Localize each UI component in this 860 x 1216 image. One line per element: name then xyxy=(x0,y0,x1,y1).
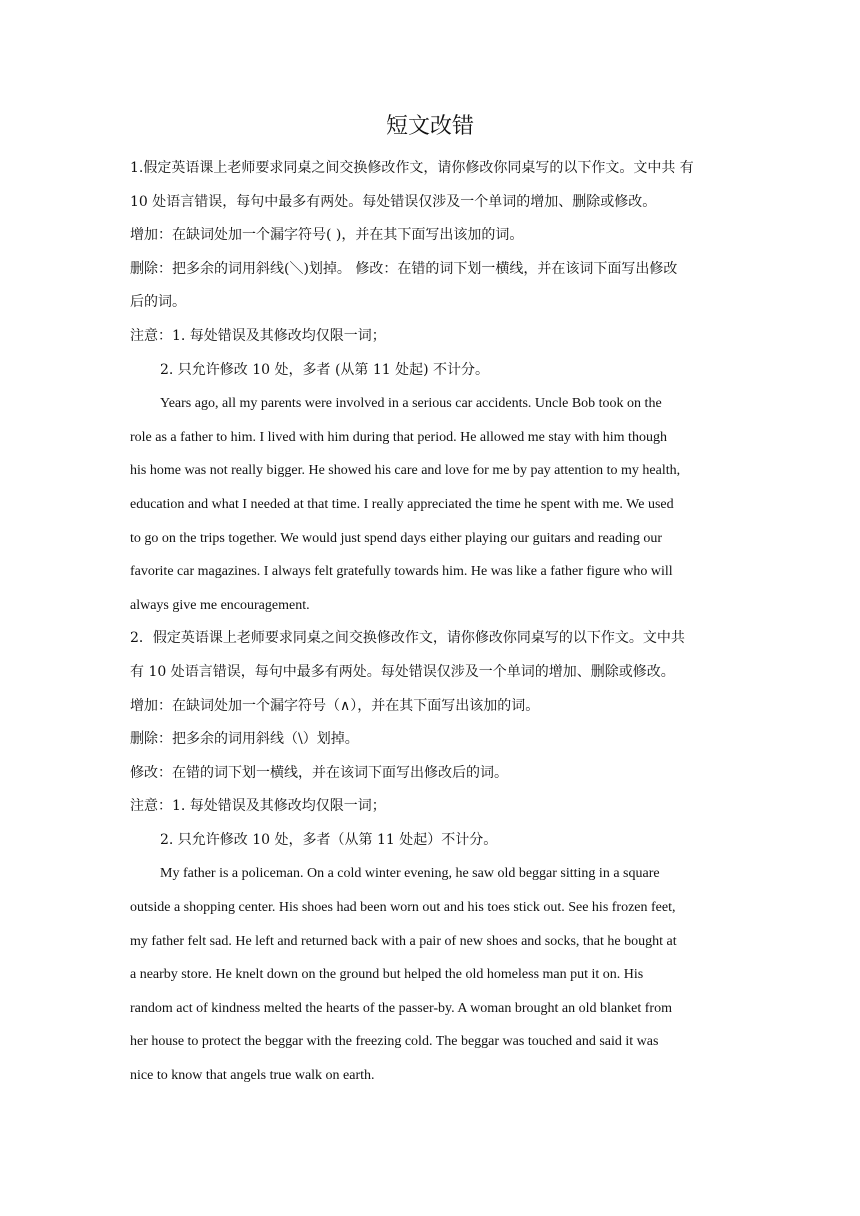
q2-add-rule: 增加：在缺词处加一个漏字符号（∧），并在其下面写出该加的词。 xyxy=(130,697,540,714)
q1-intro-line: 1.假定英语课上老师要求同桌之间交换修改作文，请你修改你同桌写的以下作文。文中共 有 xyxy=(130,160,694,176)
question-1 xyxy=(130,152,730,622)
q2-passage-line: my father felt sad. He left and returned back with a pair of new shoes and socks, that he bought at xyxy=(130,933,677,949)
q1-passage-line: his home was not really bigger. He showed his care and love for me by pay attention to my health, xyxy=(130,463,681,479)
q2-passage-line: My father is a policeman. On a cold winter evening, he saw old beggar sitting in a square xyxy=(160,866,660,882)
q1-add-rule: 增加：在缺词处加一个漏字符号( )，并在其下面写出该加的词。 xyxy=(130,227,524,244)
q1-passage-line: to go on the trips together. We would just spend days either playing our guitars and reading our xyxy=(130,530,663,546)
q1-passage-line: favorite car magazines. I always felt gratefully towards him. He was like a father figure who will xyxy=(130,564,673,580)
q1-passage-line: always give me encouragement. xyxy=(130,597,310,613)
q2-intro-line: 有 10 处语言错误，每句中最多有两处。每处错误仅涉及一个单词的增加、删除或修改。 xyxy=(130,663,675,680)
q1-passage xyxy=(130,387,730,622)
q1-passage-line: Years ago, all my parents were involved in a serious car accidents. Uncle Bob took on the xyxy=(160,396,662,412)
q1-delete-rule-line: 后的词。 xyxy=(130,294,186,311)
q2-intro-line: 2．假定英语课上老师要求同桌之间交换修改作文，请你修改你同桌写的以下作文。文中共 xyxy=(130,630,685,647)
q2-note-1: 注意：1. 每处错误及其修改均仅限一词； xyxy=(130,798,386,815)
q2-passage-line: nice to know that angels true walk on earth. xyxy=(130,1068,375,1084)
q1-note-2: 2. 只允许修改 10 处，多者 (从第 11 处起) 不计分。 xyxy=(160,361,490,378)
q2-modify-rule: 修改：在错的词下划一横线，并在该词下面写出修改后的词。 xyxy=(130,764,508,781)
q2-passage-line: random act of kindness melted the hearts of the passer-by. A woman brought an old blanket from xyxy=(130,1000,672,1016)
q1-intro-line: 10 处语言错误，每句中最多有两处。每处错误仅涉及一个单词的增加、删除或修改。 xyxy=(130,193,657,210)
q2-delete-rule: 删除：把多余的词用斜线（\）划掉。 xyxy=(130,731,359,748)
q2-note-2: 2. 只允许修改 10 处，多者（从第 11 处起）不计分。 xyxy=(160,831,498,848)
q2-passage-line: a nearby store. He knelt down on the ground but helped the old homeless man put it on. His xyxy=(130,967,644,983)
q2-passage xyxy=(130,857,730,1092)
document-title: 短文改错 xyxy=(385,114,474,139)
q2-passage-line: her house to protect the beggar with the freezing cold. The beggar was touched and said it was xyxy=(130,1034,659,1050)
q1-passage-line: education and what I needed at that time. I really appreciated the time he spent with me. We used xyxy=(130,496,674,512)
q2-passage-line: outside a shopping center. His shoes had been worn out and his toes stick out. See his frozen feet, xyxy=(130,900,676,916)
question-2 xyxy=(130,622,730,1092)
q1-delete-rule-line: 删除：把多余的词用斜线(＼)划掉。 修改：在错的词下划一横线，并在该词下面写出修改 xyxy=(130,260,678,277)
q1-note-1: 注意：1. 每处错误及其修改均仅限一词； xyxy=(130,327,386,344)
q1-passage-line: role as a father to him. I lived with him during that period. He allowed me stay with him though xyxy=(130,429,667,445)
